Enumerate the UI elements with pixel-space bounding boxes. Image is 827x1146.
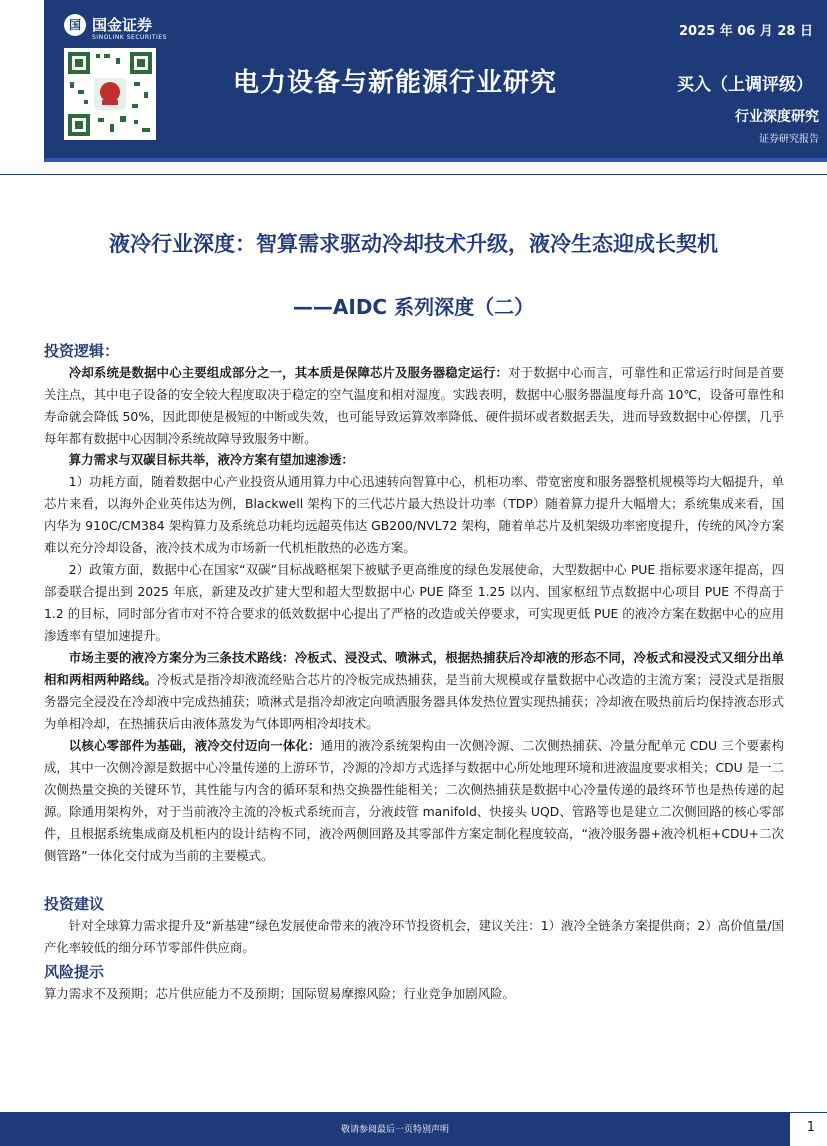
logo-name-en: SINOLINK SECURITIES	[92, 34, 167, 41]
rating-label: 买入（上调评级）	[677, 75, 813, 95]
section-heading-risk: 风险提示	[44, 963, 105, 981]
main-title: 液冷行业深度：智算需求驱动冷却技术升级，液冷生态迎成长契机	[109, 232, 718, 256]
paragraph-body: 通用的液冷系统架构由一次侧冷源、二次侧热捕获、冷量分配单元 CDU 三个要素构成，其中一次侧冷源是数据中心冷量传递的上游环节，冷源的冷却方式选择与数据中心所处地理环境和进液温度要求相关；CDU 是一二次侧热量交换的关键环节，其性能与内含的循环泵和热交换器性能相关；二次侧热捕获是数据中心冷量传递的最终环节也是热传递的起源。除通用架构外，对于当前液冷主流的冷板式系统而言，分液歧管 manifold、快接头 UQD、管路等也是建立二次侧回路的核心零部件，且根据系统集成商及机柜内的设计结构不同，液冷两侧回路及其零部件方案定制化程度较高，“液冷服务器+液冷机柜+CDU+二次侧管路”一体化交付成为当前的主要模式。	[44, 738, 785, 863]
header-divider	[0, 174, 827, 175]
paragraph-body: 针对全球算力需求提升及“新基建”绿色发展使命带来的液冷环节投资机会，建议关注：1）液冷全链条方案提供商；2）高价值量/国产化率较低的细分环节零部件供应商。	[44, 918, 784, 955]
report-kind: 证券研究报告	[759, 134, 819, 145]
paragraph-cooling-system	[44, 362, 784, 450]
subtitle: ——AIDC 系列深度（二）	[292, 295, 535, 319]
footer-disclaimer: 敬请参阅最后一页特别声明	[340, 1125, 449, 1135]
paragraph-lead: 算力需求与双碳目标共举，液冷方案有望加速渗透：	[68, 452, 354, 467]
paragraph-demand-heading	[44, 449, 784, 471]
paragraph-lead: 以核心零部件为基础，液冷交付迈向一体化：	[68, 738, 321, 753]
report-type: 行业深度研究	[735, 109, 819, 125]
paragraph-body: 算力需求不及预期；芯片供应能力不及预期；国际贸易摩擦风险；行业竞争加剧风险。	[44, 986, 515, 1001]
section-heading-advice: 投资建议	[44, 895, 105, 913]
paragraph-advice	[44, 915, 784, 959]
paragraph-body: 冷板式是指冷却液流经贴合芯片的冷板完成热捕获，是当前大规模或存量数据中心改造的主流方案；浸没式是指服务器完全浸没在冷却液中完成热捕获；喷淋式是指冷却液定向喷洒服务器具体发热位置实现热捕获；冷却液在吸热前后均保持液态形式为单相冷却，在热捕获后由液体蒸发为气体即两相冷却技术。	[44, 672, 785, 731]
report-date: 2025 年 06 月 28 日	[679, 24, 813, 39]
paragraph-risk	[44, 983, 784, 1005]
logo-name-cn: 国金证券	[92, 16, 153, 34]
paragraph-power-consumption	[44, 471, 784, 559]
page-number: 1	[806, 1120, 815, 1135]
paragraph-lead: 市场主要的液冷方案分为三条技术路线：冷板式、浸没式、喷淋式，根据热捕获后冷却液的形态不同，冷板式和浸没式又细分出单相和两相两种路线。	[44, 650, 784, 687]
paragraph-policy	[44, 559, 784, 647]
section-heading-logic: 投资逻辑：	[44, 342, 120, 360]
logo-mark-icon: 国	[64, 14, 86, 36]
paragraph-lead: 冷却系统是数据中心主要组成部分之一，其本质是保障芯片及服务器稳定运行：	[68, 365, 509, 380]
report-title: 电力设备与新能源行业研究	[233, 68, 558, 98]
paragraph-tech-routes	[44, 647, 784, 735]
paragraph-core-components	[44, 735, 784, 867]
header-strip	[44, 158, 827, 162]
paragraph-body: 1）功耗方面，随着数据中心产业投资从通用算力中心迅速转向智算中心，机柜功率、带宽密度和服务器整机规模等均大幅提升，单芯片来看，以海外企业英伟达为例，Blackwell 架构下的三代芯片最大热设计功率（TDP）随着算力提升大幅增大；系统集成来看，国内华为 910C/CM384 架构算力及系统总功耗均远超英伟达 GB200/NVL72 架构，随着单芯片及机架级功率密度提升，传统的风冷方案难以充分冷却设备，液冷技术成为市场新一代机柜散热的必选方案。	[44, 474, 784, 555]
qr-code-icon	[64, 48, 156, 140]
paragraph-body: 2）政策方面，数据中心在国家“双碳”目标战略框架下被赋予更高维度的绿色发展使命，大型数据中心 PUE 指标要求逐年提高，四部委联合提出到 2025 年底，新建及改扩建大型和超大型数据中心 PUE 降至 1.25 以内、国家枢纽节点数据中心项目 PUE 不得高于 1.2 的目标，同时部分省市对不符合要求的低效数据中心提出了严格的改造或关停要求，可实现更低 PUE 的液冷方案在数据中心的应用渗透率有望加速提升。	[44, 562, 784, 643]
paragraph-body: 对于数据中心而言，可靠性和正常运行时间是首要关注点，其中电子设备的安全较大程度取决于稳定的空气温度和相对湿度。实践表明，数据中心服务器温度每升高 10℃，设备可靠性和寿命就会降低 50%，因此即使是极短的中断或失效，也可能导致运算效率降低、硬件损坏或者数据丢失，进而导致数据中心停摆，几乎每年都有数据中心因制冷系统故障导致服务中断。	[44, 365, 785, 446]
qr-code-graphic	[64, 48, 156, 140]
